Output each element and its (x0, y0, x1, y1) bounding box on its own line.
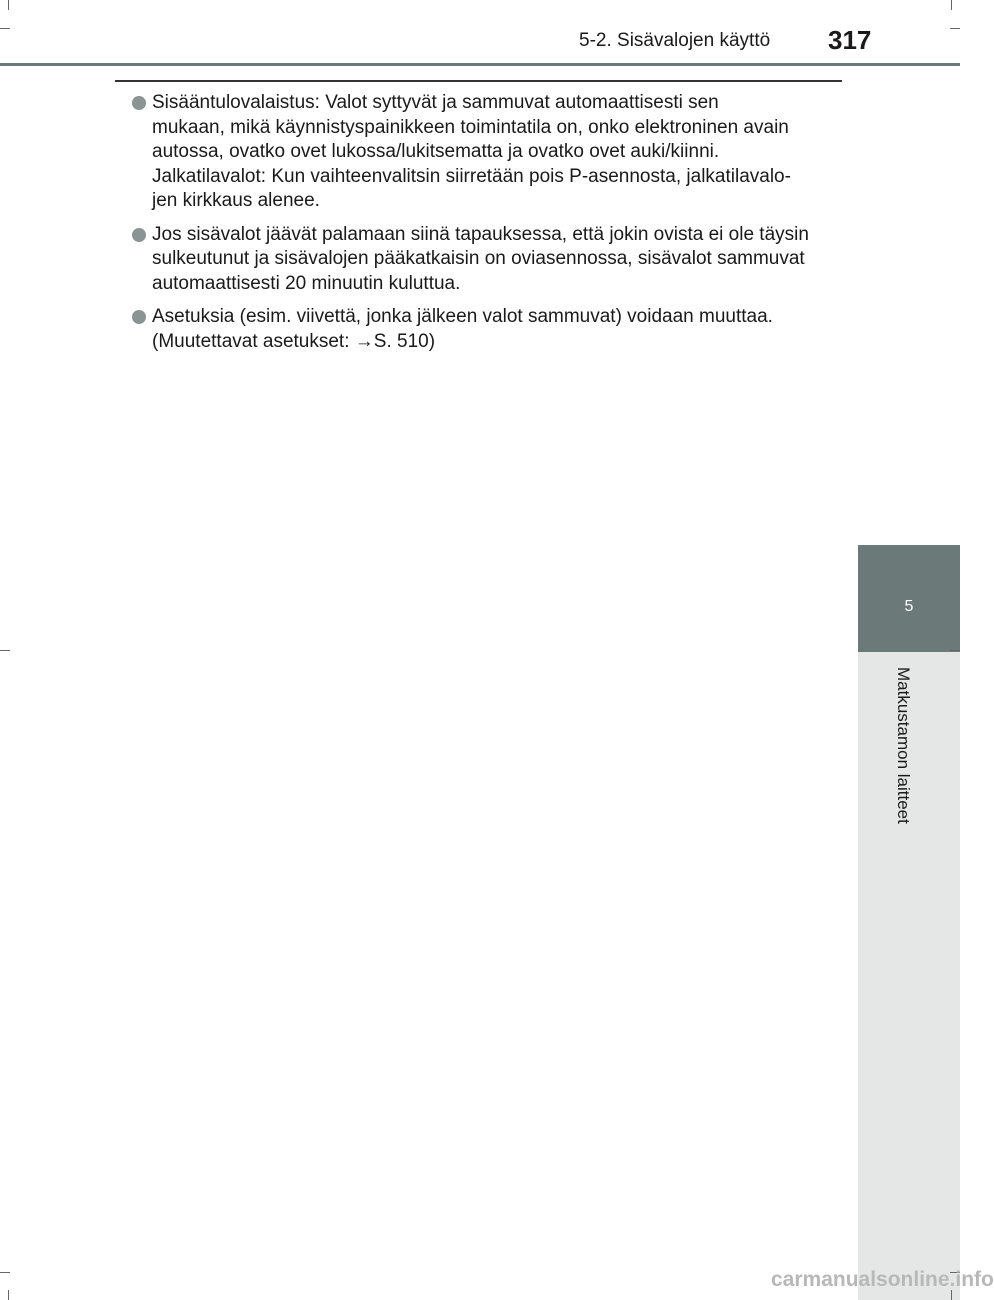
crop-mark (0, 28, 10, 29)
page-number: 317 (828, 25, 872, 55)
item-line: autossa, ovatko ovet lukossa/lukitsematta ja ovatko ovet auki/kiinni. (152, 141, 720, 162)
item-line: automaattisesti 20 minuutin kuluttua. (152, 272, 461, 294)
bullet-icon (132, 310, 146, 324)
item-line: Sisääntulovalaistus: Valot syttyvät ja sammuvat automaattisesti sen (152, 92, 719, 113)
header-rule (0, 63, 960, 66)
list-item (131, 91, 843, 214)
crop-mark (8, 1290, 9, 1300)
bullet-icon (132, 96, 146, 110)
crop-mark (951, 0, 952, 10)
item-line: (Muutettavat asetukset: →S. 510) (152, 330, 436, 352)
chapter-label: Matkustamon laitteet (894, 667, 913, 824)
watermark: carmanualsonline.info (771, 1268, 994, 1291)
item-line: jen kirkkaus alenee. (152, 190, 320, 211)
crop-mark (0, 1272, 10, 1273)
item-line: mukaan, mikä käynnistyspainikkeen toimintatila on, onko elektroninen avain (152, 116, 789, 138)
item-line: Jos sisävalot jäävät palamaan siinä tapauksessa, että jokin ovista ei ole täysin (152, 223, 809, 245)
crop-mark (950, 650, 960, 651)
item-line: Asetuksia (esim. viivettä, jonka jälkeen valot sammuvat) voidaan muuttaa. (152, 306, 773, 327)
section-title: 5-2. Sisävalojen käyttö (579, 30, 771, 51)
bullet-list (131, 91, 843, 363)
chapter-number: 5 (904, 598, 914, 615)
crop-mark (950, 28, 960, 29)
item-line: Jalkatilavalot: Kun vaihteenvalitsin siirretään pois P-asennosta, jalkatilavalo- (152, 165, 791, 187)
crop-mark (0, 650, 10, 651)
item-line: sulkeutunut ja sisävalojen pääkatkaisin on oviasennossa, sisävalot sammuvat (152, 248, 805, 269)
list-item (131, 305, 843, 354)
crop-mark (8, 0, 9, 10)
content-top-rule (115, 80, 842, 82)
list-item (131, 223, 843, 297)
bullet-icon (132, 228, 146, 242)
